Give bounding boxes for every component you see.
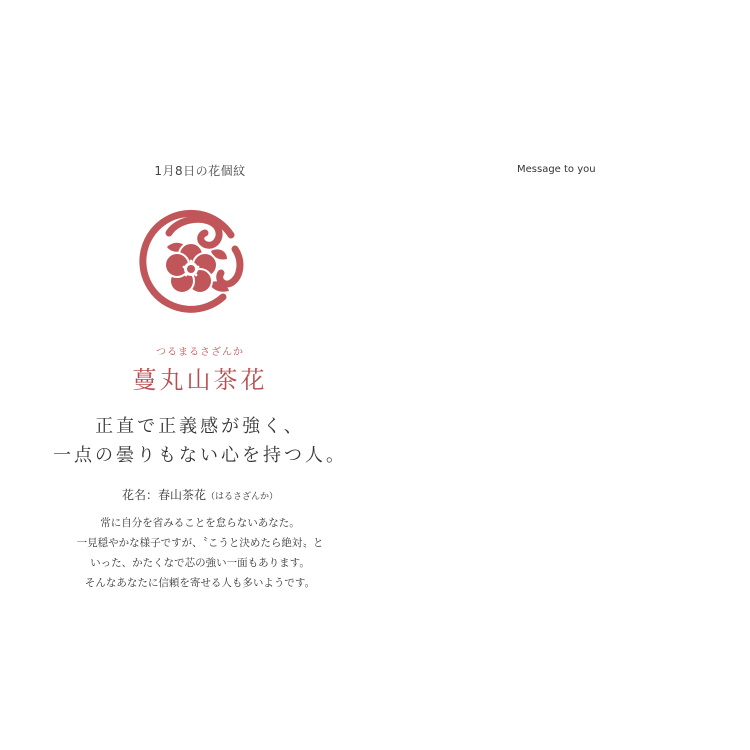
crest-reading: つるまるさざんか xyxy=(156,347,244,358)
description-line: 常に自分を省みることを怠らないあなた。 xyxy=(100,517,300,529)
tagline-line: 一点の曇りもない心を持つ人。 xyxy=(53,445,347,466)
flower-name-reading: （はるさざんか） xyxy=(206,492,279,502)
description xyxy=(0,513,400,593)
flower-name: 春山茶花 xyxy=(157,488,206,502)
description-line: 一見穏やかな様子ですが、〝こうと決めたら絶対〟と xyxy=(76,537,324,549)
camellia-crest-icon xyxy=(139,205,251,317)
message-heading: Message to you xyxy=(517,164,596,175)
flower-name-label: 花名： xyxy=(121,488,158,502)
crest-name: 蔓丸山茶花 xyxy=(132,366,268,394)
tagline xyxy=(0,412,400,470)
date-heading: 1月8日の花個紋 xyxy=(154,164,246,178)
tagline-line: 正直で正義感が強く、 xyxy=(95,416,305,437)
description-line: そんなあなたに信頼を寄せる人も多いようです。 xyxy=(84,577,316,589)
description-line: いった、かたくなで芯の強い一面もあります。 xyxy=(90,557,310,569)
right-page xyxy=(400,0,750,750)
flower-name-row xyxy=(0,486,400,503)
